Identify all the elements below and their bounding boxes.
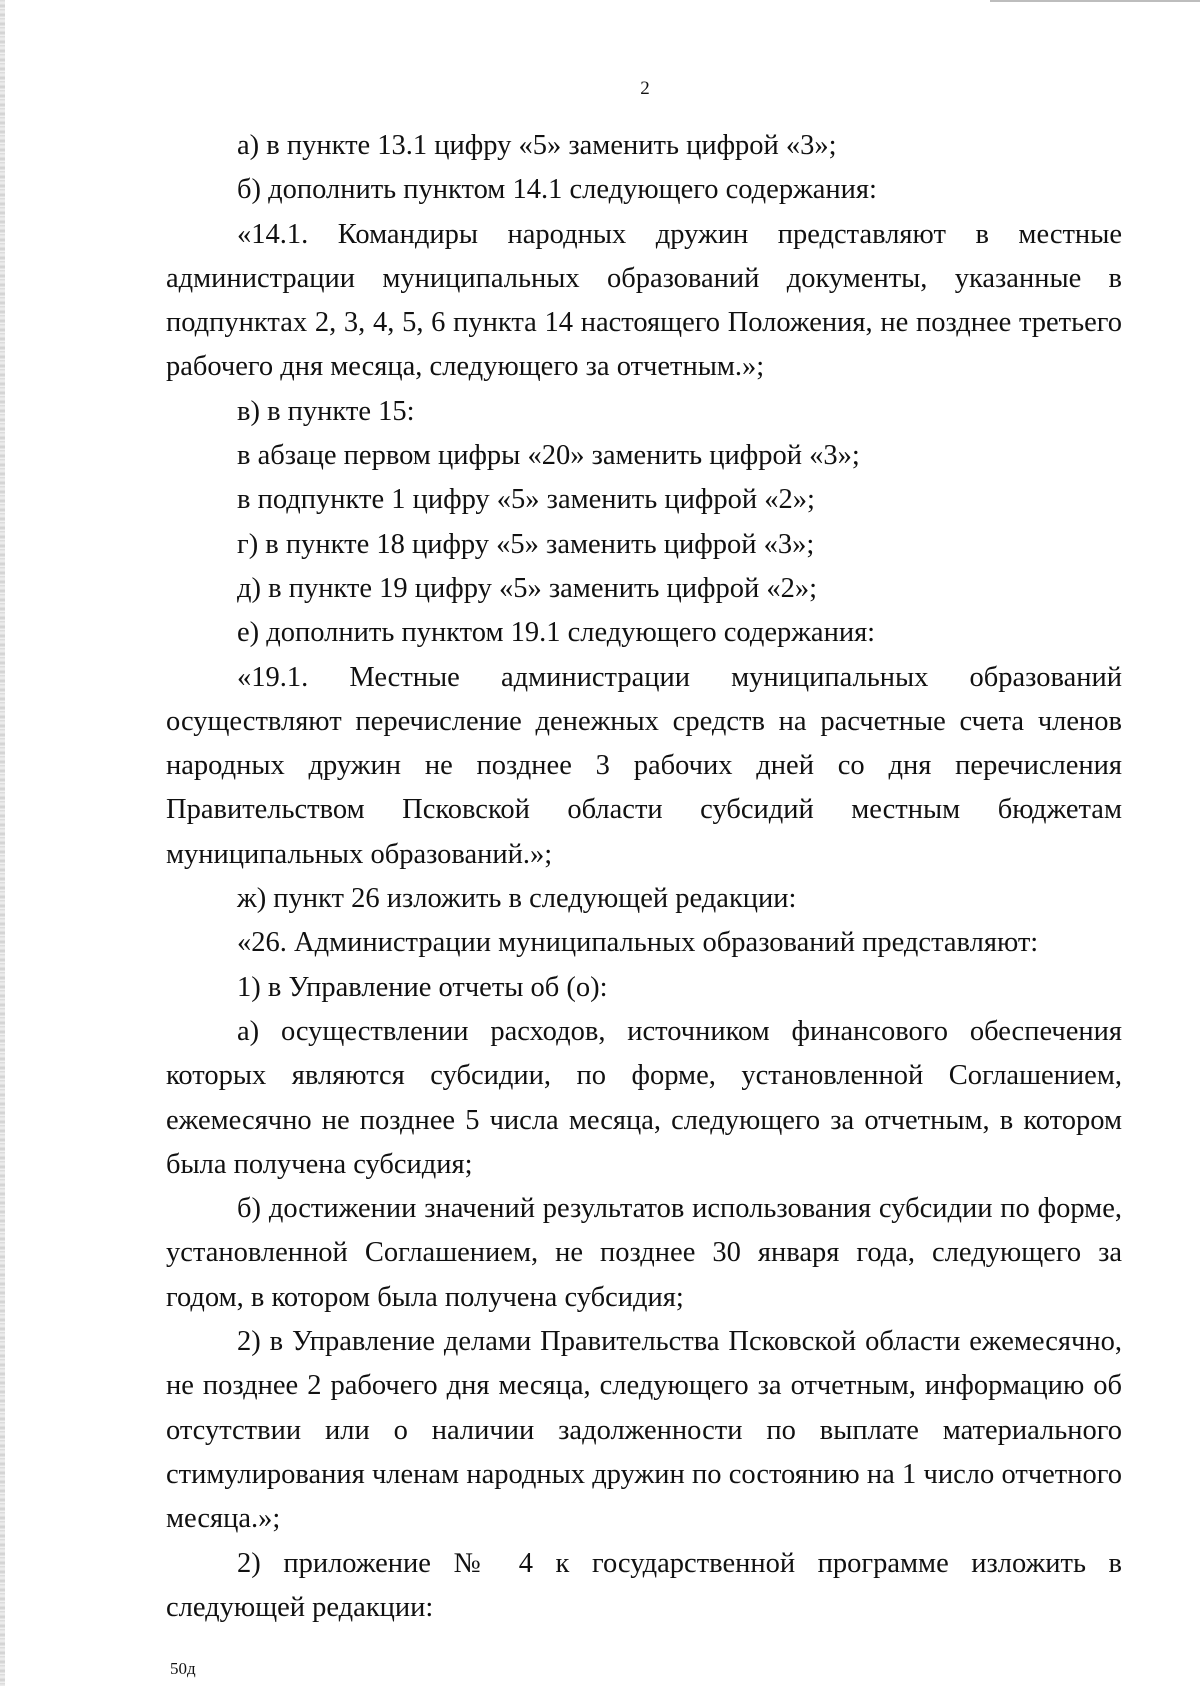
paragraph-17: 2) приложение № 4 к государственной программе изложить в следующей редакции: [166,1547,1122,1623]
paragraph-8: д) в пункте 19 цифру «5» заменить цифрой «2»; [237,572,818,604]
paragraph-10: «19.1. Местные администрации муниципальных образований осуществляют перечисление денежных средств на расчетные счета членов народных дружин не позднее 3 рабочих дней со дня перечисления Правительством Псковской области субсидий местным бюджетам муниципальных образований.»; [166,661,1122,870]
paragraph-3: «14.1. Командиры народных дружин представляют в местные администрации муниципальных образований документы, указанные в подпунктах 2, 3, 4, 5, 6 пункта 14 настоящего Положения, не позднее третьего рабочего дня месяца, следующего за отчетным.»; [166,218,1122,383]
paragraph-4: в) в пункте 15: [237,395,415,427]
paragraph-15: б) достижении значений результатов использования субсидии по форме, установленной Соглашением, не позднее 30 января года, следующего за годом, в котором была получена субсидия; [166,1193,1122,1313]
paragraph-14: а) осуществлении расходов, источником финансового обеспечения которых являются субсидии, по форме, установленной Соглашением, ежемесячно не позднее 5 числа месяца, следующего за отчетным, в котором была получена субсидия; [166,1015,1122,1180]
paragraph-13: 1) в Управление отчеты об (о): [237,971,608,1003]
document-body [166,124,1122,1630]
paragraph-16: 2) в Управление делами Правительства Псковской области ежемесячно, не позднее 2 рабочего дня месяца, следующего за отчетным, информацию об отсутствии или о наличии задолженности по выплате материального стимулирования членам народных дружин по состоянию на 1 число отчетного месяца.»; [166,1326,1122,1535]
paragraph-1: а) в пункте 13.1 цифру «5» заменить цифрой «3»; [237,130,837,161]
scan-edge-top [990,0,1200,2]
page-number: 2 [640,78,650,99]
paragraph-9: е) дополнить пунктом 19.1 следующего содержания: [237,617,876,649]
paragraph-6: в подпункте 1 цифру «5» заменить цифрой «2»; [237,484,815,516]
paragraph-7: г) в пункте 18 цифру «5» заменить цифрой «3»; [237,528,815,560]
footer-code: 50д [170,1659,196,1678]
paragraph-11: ж) пункт 26 изложить в следующей редакции: [237,883,797,915]
paragraph-5: в абзаце первом цифры «20» заменить цифрой «3»; [237,440,860,472]
paragraph-12: «26. Администрации муниципальных образований представляют: [237,927,1039,959]
paragraph-2: б) дополнить пунктом 14.1 следующего содержания: [237,174,877,206]
scan-edge-left [0,0,5,1686]
